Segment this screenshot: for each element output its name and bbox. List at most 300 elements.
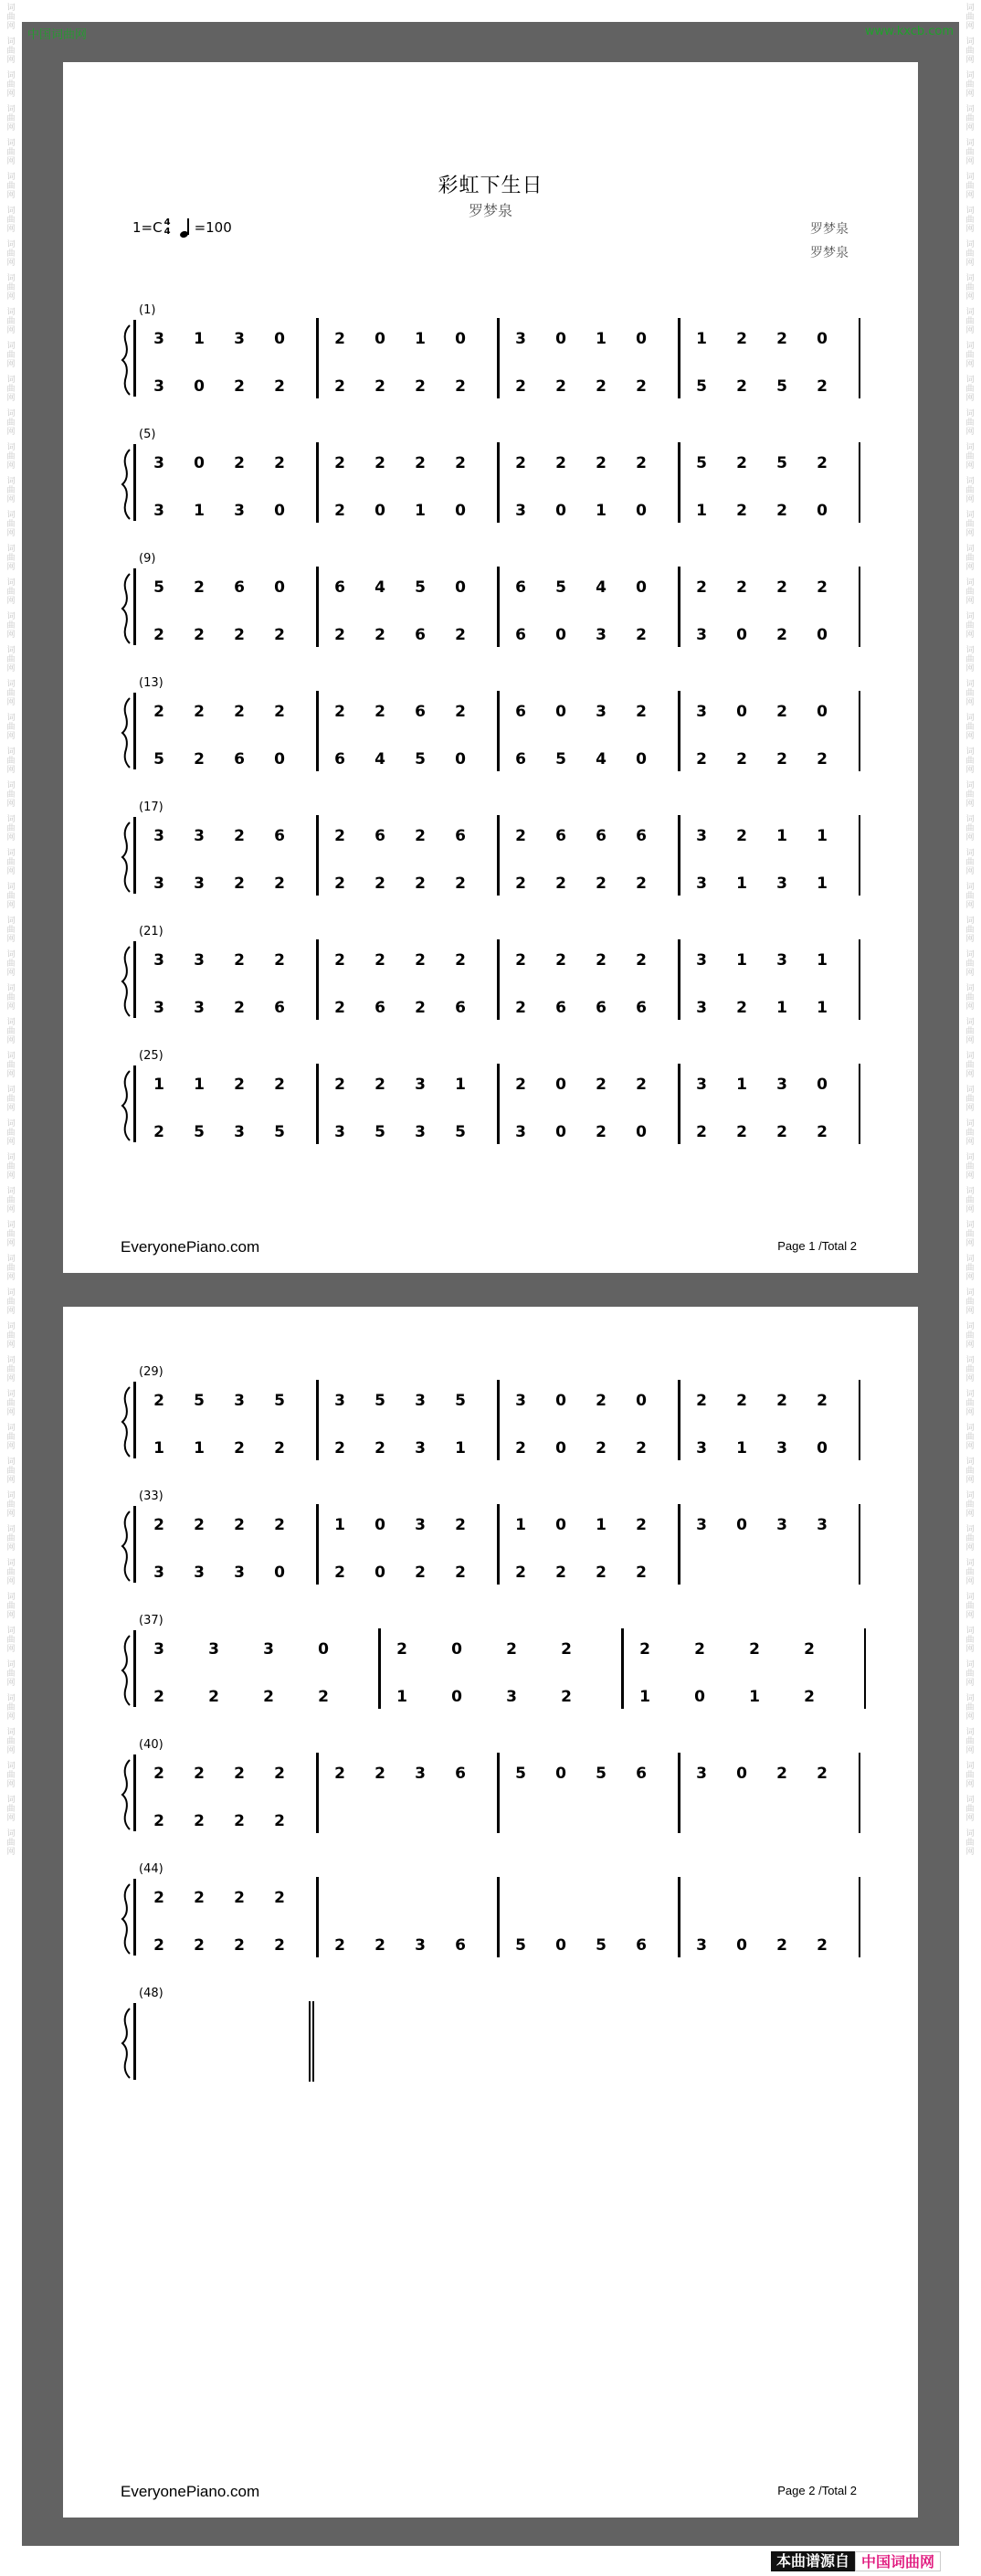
watermark-text: 词曲网	[6, 612, 16, 640]
note: 2	[636, 377, 647, 396]
note: 0	[555, 1765, 566, 1783]
note: 3	[334, 1123, 345, 1141]
note: 0	[374, 1516, 385, 1534]
note: 5	[515, 1936, 526, 1955]
watermark-text: 词曲网	[6, 883, 16, 910]
note: 1	[817, 827, 828, 845]
note: 3	[153, 1564, 164, 1582]
quarter-note-icon	[180, 217, 193, 238]
watermark-text: 词曲网	[6, 1491, 16, 1519]
note: 1	[596, 330, 607, 348]
watermark-text: 词曲网	[965, 1491, 975, 1519]
note: 2	[736, 377, 747, 396]
note: 2	[194, 578, 205, 597]
note: 2	[636, 454, 647, 472]
watermark-text: 词曲网	[6, 1559, 16, 1586]
note: 1	[153, 1439, 164, 1458]
note: 2	[396, 1640, 407, 1659]
watermark-text: 词曲网	[6, 1390, 16, 1417]
note: 3	[415, 1516, 426, 1534]
note: 2	[274, 703, 285, 721]
song-subtitle: 罗梦泉	[468, 202, 512, 219]
note: 2	[334, 703, 345, 721]
note: 2	[153, 1123, 164, 1141]
watermark-text: 词曲网	[6, 71, 16, 99]
note: 2	[208, 1688, 219, 1706]
note: 2	[415, 951, 426, 970]
watermark-text: 词曲网	[965, 1458, 975, 1485]
key-signature: 1=C	[132, 219, 163, 236]
source-badge-label: 本曲谱源自	[771, 2551, 855, 2571]
note: 6	[234, 578, 245, 597]
watermark-text: 词曲网	[965, 1052, 975, 1079]
watermark-text: 词曲网	[965, 139, 975, 166]
note: 0	[274, 750, 285, 769]
note: 0	[555, 1076, 566, 1094]
note: 1	[415, 330, 426, 348]
note: 3	[334, 1392, 345, 1410]
watermark-text: 词曲网	[965, 1322, 975, 1350]
note: 0	[736, 703, 747, 721]
measure-number: (1)	[139, 303, 156, 317]
watermark-text: 词曲网	[965, 1593, 975, 1620]
score-system	[121, 552, 870, 644]
note: 1	[776, 827, 787, 845]
note: 3	[153, 875, 164, 893]
note: 2	[561, 1640, 572, 1659]
score-system	[121, 676, 870, 769]
note: 3	[515, 1392, 526, 1410]
note: 2	[234, 875, 245, 893]
note: 6	[636, 1765, 647, 1783]
note: 3	[776, 875, 787, 893]
note: 2	[194, 1936, 205, 1955]
note: 2	[334, 330, 345, 348]
note: 5	[776, 377, 787, 396]
note: 6	[374, 999, 385, 1017]
note: 3	[696, 875, 707, 893]
note: 5	[415, 750, 426, 769]
watermark-text: 词曲网	[965, 1187, 975, 1214]
note: 2	[234, 1889, 245, 1907]
note: 0	[555, 626, 566, 644]
bass-row	[121, 1561, 870, 1585]
note: 3	[596, 626, 607, 644]
note: 4	[374, 578, 385, 597]
note: 6	[515, 750, 526, 769]
watermark-text: 词曲网	[965, 1728, 975, 1755]
note: 0	[555, 330, 566, 348]
note: 3	[194, 1564, 205, 1582]
note: 0	[555, 1439, 566, 1458]
watermark-text: 词曲网	[965, 342, 975, 369]
watermark-text: 词曲网	[965, 376, 975, 403]
note: 3	[696, 1765, 707, 1783]
watermark-text: 词曲网	[6, 680, 16, 707]
note: 2	[736, 578, 747, 597]
watermark-text: 词曲网	[965, 1424, 975, 1451]
note: 3	[194, 875, 205, 893]
note: 2	[415, 454, 426, 472]
watermark-text: 词曲网	[6, 1119, 16, 1147]
watermark-text: 词曲网	[6, 1728, 16, 1755]
note: 2	[455, 626, 466, 644]
note: 2	[515, 377, 526, 396]
watermark-text: 词曲网	[6, 984, 16, 1012]
note: 5	[194, 1123, 205, 1141]
note: 3	[817, 1516, 828, 1534]
note: 2	[817, 1123, 828, 1141]
score-page-1	[63, 62, 918, 1273]
note: 3	[776, 951, 787, 970]
note: 0	[555, 1936, 566, 1955]
watermark-text: 词曲网	[965, 984, 975, 1012]
note: 5	[555, 750, 566, 769]
note: 2	[515, 875, 526, 893]
note: 1	[194, 502, 205, 520]
watermark-text: 词曲网	[6, 917, 16, 944]
note: 0	[817, 1076, 828, 1094]
note: 2	[374, 626, 385, 644]
note: 6	[515, 703, 526, 721]
note: 2	[736, 750, 747, 769]
source-badge[interactable]	[771, 2551, 941, 2571]
note: 3	[153, 330, 164, 348]
note: 2	[696, 1123, 707, 1141]
note: 2	[515, 827, 526, 845]
note: 3	[515, 1123, 526, 1141]
watermark-text: 词曲网	[6, 1796, 16, 1823]
note: 1	[396, 1688, 407, 1706]
note: 2	[776, 1123, 787, 1141]
note: 3	[153, 377, 164, 396]
note: 5	[153, 578, 164, 597]
note: 2	[696, 578, 707, 597]
note: 2	[194, 1812, 205, 1830]
note: 6	[515, 578, 526, 597]
note: 2	[694, 1640, 705, 1659]
note: 2	[636, 1564, 647, 1582]
watermark-text: 词曲网	[6, 409, 16, 437]
watermark-text: 词曲网	[965, 477, 975, 504]
measure-number: (44)	[139, 1862, 164, 1876]
note: 3	[234, 1392, 245, 1410]
final-barline	[309, 2001, 314, 2082]
watermark-text: 词曲网	[965, 815, 975, 843]
note: 2	[455, 875, 466, 893]
note: 0	[817, 703, 828, 721]
note: 3	[776, 1516, 787, 1534]
note: 2	[274, 377, 285, 396]
note: 2	[515, 454, 526, 472]
measure-number: (48)	[139, 1987, 164, 2000]
watermark-text: 词曲网	[965, 1255, 975, 1282]
note: 5	[194, 1392, 205, 1410]
treble-row	[121, 1638, 870, 1661]
watermark-text: 词曲网	[965, 207, 975, 234]
note: 3	[194, 999, 205, 1017]
bass-row	[121, 1436, 870, 1460]
score-system	[121, 1738, 870, 1830]
note: 3	[194, 951, 205, 970]
note: 0	[694, 1688, 705, 1706]
note: 2	[334, 1564, 345, 1582]
note: 0	[817, 1439, 828, 1458]
note: 2	[274, 1439, 285, 1458]
score-system	[121, 303, 870, 396]
note: 2	[555, 951, 566, 970]
note: 3	[153, 951, 164, 970]
watermark-text: 词曲网	[965, 612, 975, 640]
note: 0	[817, 502, 828, 520]
watermark-text: 词曲网	[6, 1458, 16, 1485]
note: 0	[636, 502, 647, 520]
note: 2	[234, 999, 245, 1017]
watermark-text: 词曲网	[965, 1018, 975, 1045]
note: 2	[415, 875, 426, 893]
note: 1	[515, 1516, 526, 1534]
note: 2	[234, 454, 245, 472]
note: 6	[415, 626, 426, 644]
treble-row	[121, 1762, 870, 1786]
note: 3	[596, 703, 607, 721]
song-title: 彩虹下生日	[438, 175, 543, 197]
note: 0	[817, 626, 828, 644]
note: 1	[817, 999, 828, 1017]
note: 3	[696, 1076, 707, 1094]
watermark-text: 词曲网	[6, 747, 16, 775]
note: 1	[696, 330, 707, 348]
measure-number: (21)	[139, 925, 164, 938]
bass-row	[121, 747, 870, 771]
note: 2	[736, 1392, 747, 1410]
watermark-text: 词曲网	[6, 139, 16, 166]
note: 0	[555, 1392, 566, 1410]
note: 2	[153, 1936, 164, 1955]
note: 0	[318, 1640, 329, 1659]
watermark-text: 词曲网	[6, 1829, 16, 1857]
treble-row	[121, 1073, 870, 1097]
watermark-text: 词曲网	[965, 511, 975, 538]
note: 2	[776, 502, 787, 520]
score-system	[121, 1489, 870, 1582]
time-signature	[164, 218, 171, 237]
note: 2	[274, 1516, 285, 1534]
note: 0	[274, 1564, 285, 1582]
note: 2	[374, 703, 385, 721]
note: 2	[153, 1812, 164, 1830]
bass-row	[121, 499, 870, 523]
note: 2	[455, 951, 466, 970]
note: 2	[194, 1516, 205, 1534]
note: 6	[636, 1936, 647, 1955]
watermark-text: 词曲网	[965, 1119, 975, 1147]
note: 2	[636, 1516, 647, 1534]
measure-number: (25)	[139, 1049, 164, 1063]
note: 6	[596, 827, 607, 845]
note: 2	[817, 377, 828, 396]
note: 3	[776, 1076, 787, 1094]
watermark-text: 词曲网	[6, 274, 16, 302]
note: 2	[776, 1765, 787, 1783]
note: 6	[636, 827, 647, 845]
note: 0	[194, 454, 205, 472]
note: 2	[736, 330, 747, 348]
watermark-text: 词曲网	[6, 1525, 16, 1553]
note: 2	[274, 1765, 285, 1783]
note: 1	[736, 875, 747, 893]
note: 5	[374, 1392, 385, 1410]
note: 2	[234, 1439, 245, 1458]
left-watermark-strip	[0, 0, 22, 2576]
note: 2	[334, 951, 345, 970]
note: 3	[263, 1640, 274, 1659]
note: 3	[696, 703, 707, 721]
note: 2	[415, 999, 426, 1017]
note: 3	[415, 1076, 426, 1094]
watermark-text: 词曲网	[965, 1829, 975, 1857]
note: 3	[515, 330, 526, 348]
treble-row	[121, 700, 870, 724]
note: 2	[334, 999, 345, 1017]
note: 0	[555, 1123, 566, 1141]
watermark-text: 词曲网	[6, 1288, 16, 1316]
watermark-text: 词曲网	[6, 1694, 16, 1722]
page-number: Page 1 /Total 2	[777, 1239, 857, 1253]
watermark-text: 词曲网	[965, 1660, 975, 1688]
note: 1	[596, 1516, 607, 1534]
watermark-text: 词曲网	[6, 511, 16, 538]
note: 2	[334, 454, 345, 472]
site-url-right[interactable]: www.kxcb.com	[864, 25, 954, 38]
note: 2	[234, 1765, 245, 1783]
note: 3	[153, 999, 164, 1017]
watermark-text: 词曲网	[965, 409, 975, 437]
top-bar	[27, 25, 954, 41]
treble-row	[121, 576, 870, 599]
note: 2	[234, 1936, 245, 1955]
watermark-text: 词曲网	[965, 1356, 975, 1383]
note: 1	[817, 875, 828, 893]
watermark-text: 词曲网	[6, 240, 16, 268]
measure-number: (37)	[139, 1614, 164, 1627]
time-numerator: 4	[164, 217, 171, 228]
note: 0	[817, 330, 828, 348]
score-system	[121, 1049, 870, 1141]
note: 1	[596, 502, 607, 520]
note: 2	[555, 377, 566, 396]
watermark-text: 词曲网	[965, 714, 975, 741]
note: 2	[234, 703, 245, 721]
note: 2	[374, 377, 385, 396]
note: 3	[194, 827, 205, 845]
note: 3	[506, 1688, 517, 1706]
note: 2	[194, 750, 205, 769]
note: 5	[596, 1936, 607, 1955]
note: 2	[274, 626, 285, 644]
note: 5	[515, 1765, 526, 1783]
note: 0	[636, 578, 647, 597]
watermark-text: 词曲网	[965, 646, 975, 673]
note: 2	[153, 1889, 164, 1907]
watermark-text: 词曲网	[965, 545, 975, 572]
watermark-text: 词曲网	[965, 240, 975, 268]
note: 2	[596, 1439, 607, 1458]
note: 3	[696, 1936, 707, 1955]
watermark-text: 词曲网	[6, 308, 16, 335]
note: 3	[696, 626, 707, 644]
note: 6	[234, 750, 245, 769]
watermark-text: 词曲网	[6, 714, 16, 741]
note: 2	[334, 1439, 345, 1458]
note: 1	[776, 999, 787, 1017]
watermark-text: 词曲网	[6, 1255, 16, 1282]
watermark-text: 词曲网	[6, 342, 16, 369]
watermark-text: 词曲网	[965, 274, 975, 302]
site-logo-left[interactable]: 中国词曲网	[27, 28, 88, 42]
score-system	[121, 800, 870, 893]
tempo-marking	[132, 217, 232, 238]
note: 2	[696, 750, 707, 769]
note: 2	[776, 1936, 787, 1955]
watermark-text: 词曲网	[6, 173, 16, 200]
note: 5	[274, 1123, 285, 1141]
note: 2	[274, 875, 285, 893]
note: 1	[194, 1076, 205, 1094]
note: 2	[515, 1564, 526, 1582]
note: 2	[263, 1688, 274, 1706]
treble-row	[121, 327, 870, 351]
note: 2	[636, 1439, 647, 1458]
note: 1	[455, 1076, 466, 1094]
note: 2	[194, 1765, 205, 1783]
note: 5	[274, 1392, 285, 1410]
note: 3	[234, 502, 245, 520]
note: 6	[334, 750, 345, 769]
bass-row	[121, 1934, 870, 1957]
note: 3	[208, 1640, 219, 1659]
note: 1	[334, 1516, 345, 1534]
score-system	[121, 1365, 870, 1458]
note: 0	[455, 750, 466, 769]
note: 4	[374, 750, 385, 769]
note: 0	[636, 1123, 647, 1141]
watermark-text: 词曲网	[6, 1322, 16, 1350]
note: 2	[515, 999, 526, 1017]
note: 0	[636, 330, 647, 348]
system-start-line	[133, 2003, 136, 2080]
note: 3	[415, 1765, 426, 1783]
bass-row	[121, 1120, 870, 1144]
bass-row	[121, 1685, 870, 1709]
note: 2	[334, 1936, 345, 1955]
note: 2	[234, 827, 245, 845]
measure-number: (13)	[139, 676, 164, 690]
note: 6	[455, 1765, 466, 1783]
note: 2	[274, 1936, 285, 1955]
note: 5	[696, 377, 707, 396]
note: 2	[194, 626, 205, 644]
watermark-text: 词曲网	[965, 1525, 975, 1553]
watermark-text: 词曲网	[6, 578, 16, 606]
watermark-text: 词曲网	[6, 1356, 16, 1383]
bass-row	[121, 872, 870, 896]
note: 0	[374, 330, 385, 348]
note: 6	[515, 626, 526, 644]
note: 3	[415, 1439, 426, 1458]
note: 5	[455, 1392, 466, 1410]
note: 1	[415, 502, 426, 520]
